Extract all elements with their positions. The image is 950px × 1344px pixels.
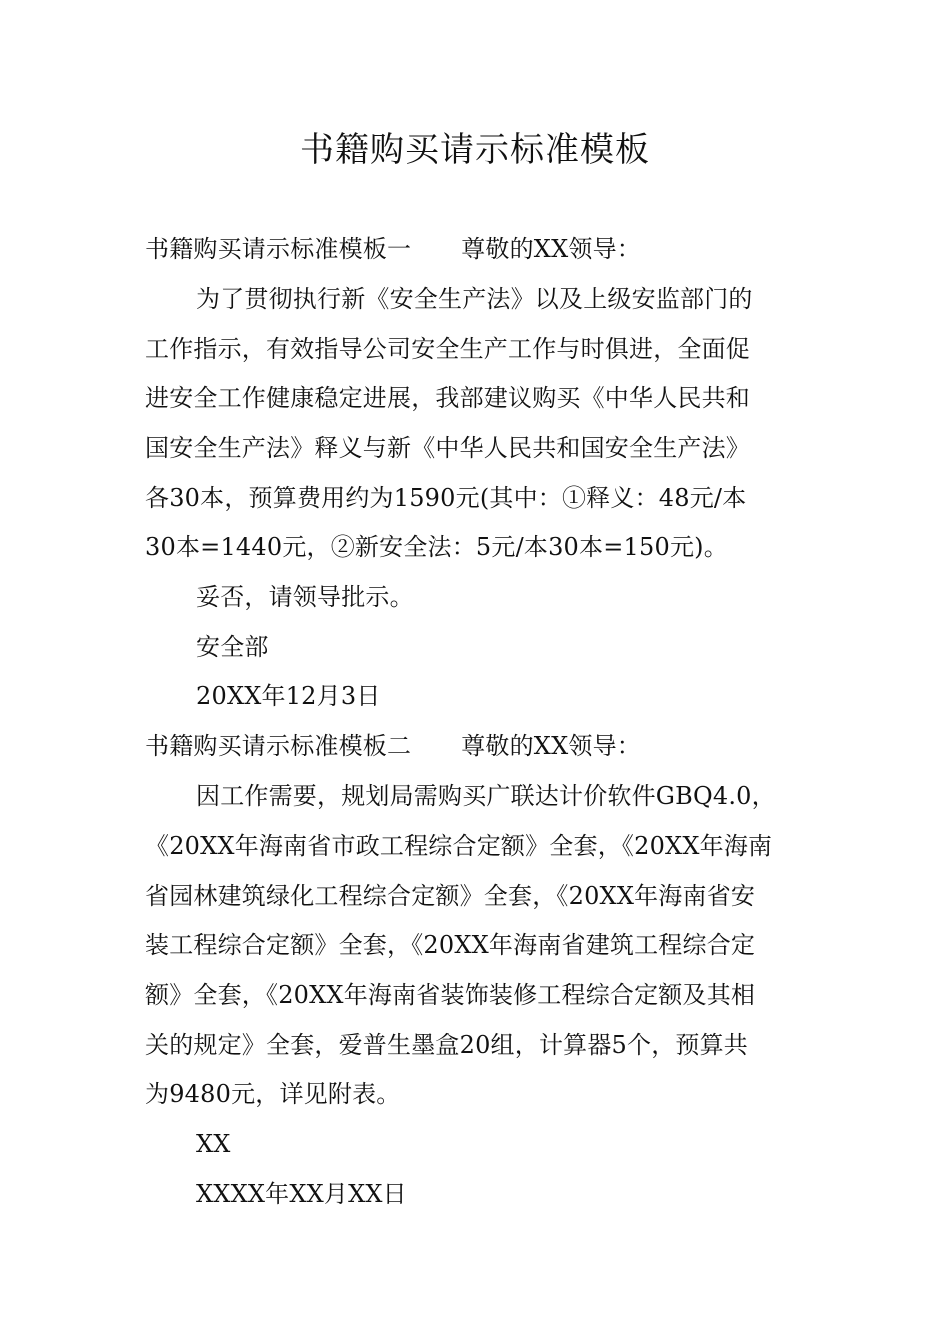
section2-date: XXXX年XX月XX日: [196, 1180, 407, 1208]
document-title: 书籍购买请示标准模板: [300, 130, 650, 170]
section2-body-line: 因工作需要，规划局需购买广联达计价软件GBQ4.0，: [196, 782, 776, 810]
section2-body-line: 省园林建筑绿化工程综合定额》全套，《20XX年海南省安: [145, 882, 756, 910]
section1-body-line: 各30本，预算费用约为1590元(其中：①释义：48元/本: [145, 484, 747, 512]
section2-body-line: 为9480元，详见附表。: [145, 1080, 401, 1108]
section1-heading-line: [145, 231, 810, 267]
section1-heading: 书籍购买请示标准模板一: [145, 235, 412, 263]
section2-heading: 书籍购买请示标准模板二: [145, 732, 412, 760]
section2-body-line: 额》全套，《20XX年海南省装饰装修工程综合定额及其相: [145, 981, 756, 1009]
section1-closing: 妥否，请领导批示。: [196, 583, 414, 611]
section1-date: 20XX年12月3日: [196, 682, 381, 710]
section1-body-line: 30本=1440元，②新安全法：5元/本30本=150元)。: [145, 533, 728, 561]
section2-heading-line: [145, 728, 810, 764]
section2-body-line: 《20XX年海南省市政工程综合定额》全套，《20XX年海南: [145, 832, 773, 860]
section2-body-line: 关的规定》全套，爱普生墨盒20组，计算器5个，预算共: [145, 1031, 749, 1059]
section2-body-line: 装工程综合定额》全套，《20XX年海南省建筑工程综合定: [145, 931, 756, 959]
section1-salutation: 尊敬的XX领导：: [461, 235, 641, 263]
section1-body-line: 国安全生产法》释义与新《中华人民共和国安全生产法》: [145, 434, 750, 462]
section2-signature: XX: [196, 1130, 231, 1158]
section2-salutation: 尊敬的XX领导：: [461, 732, 641, 760]
section1-body-line: 进安全工作健康稳定进展，我部建议购买《中华人民共和: [145, 384, 750, 412]
section1-signature: 安全部: [196, 633, 269, 661]
section1-body-line: 工作指示，有效指导公司安全生产工作与时俱进，全面促: [145, 335, 750, 363]
section1-body-line: 为了贯彻执行新《安全生产法》以及上级安监部门的: [196, 285, 753, 313]
